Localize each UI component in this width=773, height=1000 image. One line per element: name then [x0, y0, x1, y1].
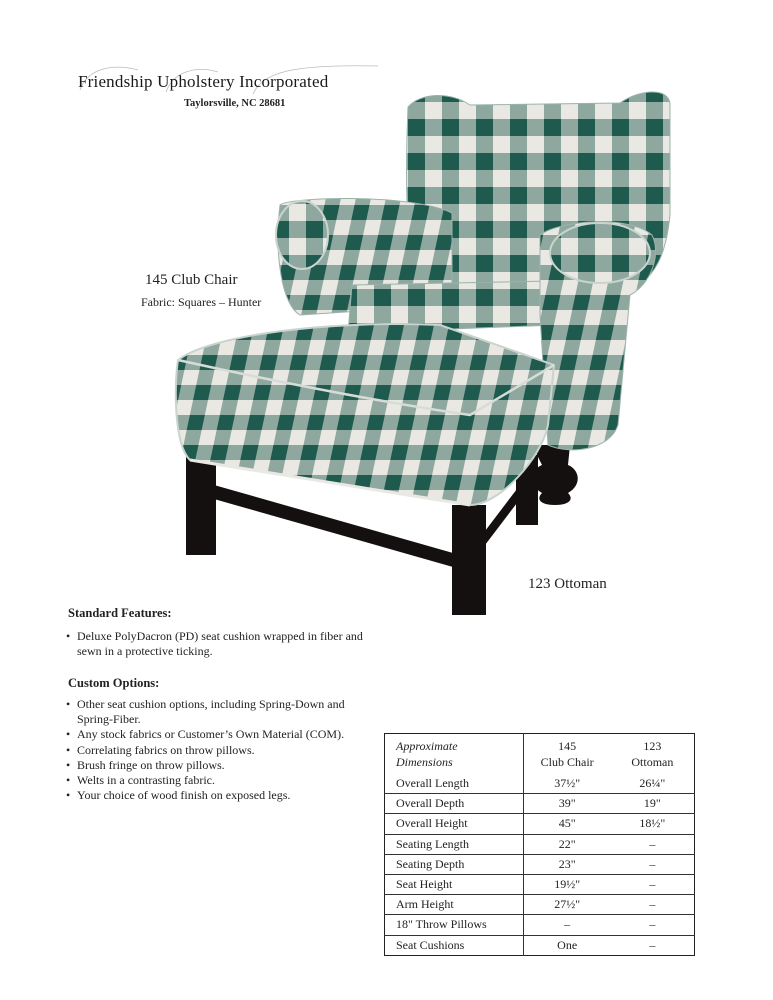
ottoman-column-header: 123 Ottoman [631, 738, 674, 769]
chair-and-ottoman-photo [170, 85, 675, 615]
dimensions-table [384, 733, 695, 956]
custom-options-list [66, 697, 366, 803]
chair-column-header: 145 Club Chair [540, 738, 594, 769]
company-name: Friendship Upholstery Incorporated [78, 72, 329, 91]
company-location: Taylorsville, NC 28681 [184, 98, 286, 109]
chair-right-arm-roll [550, 223, 650, 283]
list-item: • Deluxe PolyDacron (PD) seat cushion wrapped in fiber and sewn in a protective ticking. [66, 629, 366, 659]
table-header-row [385, 734, 695, 774]
list-item: • Welts in a contrasting fabric. [66, 773, 366, 788]
table-row: Seating Depth 23" – [385, 854, 695, 874]
table-row: Overall Length 37½" 26¼" [385, 774, 695, 794]
chair-left-arm-roll [276, 201, 328, 269]
chair-model-caption: 145 Club Chair [145, 272, 238, 288]
table-row: Overall Height 45" 18½" [385, 814, 695, 834]
standard-features-list [66, 629, 366, 659]
ottoman-cushion [176, 324, 554, 505]
table-row: Seating Length 22" – [385, 834, 695, 854]
table-row: Overall Depth 39" 19" [385, 794, 695, 814]
dimensions-header-label: Approximate Dimensions [385, 734, 524, 774]
list-item: • Your choice of wood finish on exposed legs. [66, 788, 366, 803]
table-row: Seat Cushions One – [385, 935, 695, 955]
ottoman-model-caption: 123 Ottoman [528, 576, 607, 592]
list-item: • Other seat cushion options, including Spring-Down and Spring-Fiber. [66, 697, 366, 727]
standard-features-heading: Standard Features: [68, 606, 172, 620]
custom-options-heading: Custom Options: [68, 676, 160, 690]
list-item: • Brush fringe on throw pillows. [66, 758, 366, 773]
table-row: Arm Height 27½" – [385, 895, 695, 915]
fabric-caption: Fabric: Squares – Hunter [141, 295, 262, 309]
table-row: 18" Throw Pillows – – [385, 915, 695, 935]
list-item: • Any stock fabrics or Customer’s Own Material (COM). [66, 727, 366, 742]
list-item: • Correlating fabrics on throw pillows. [66, 743, 366, 758]
table-row: Seat Height 19½" – [385, 874, 695, 894]
